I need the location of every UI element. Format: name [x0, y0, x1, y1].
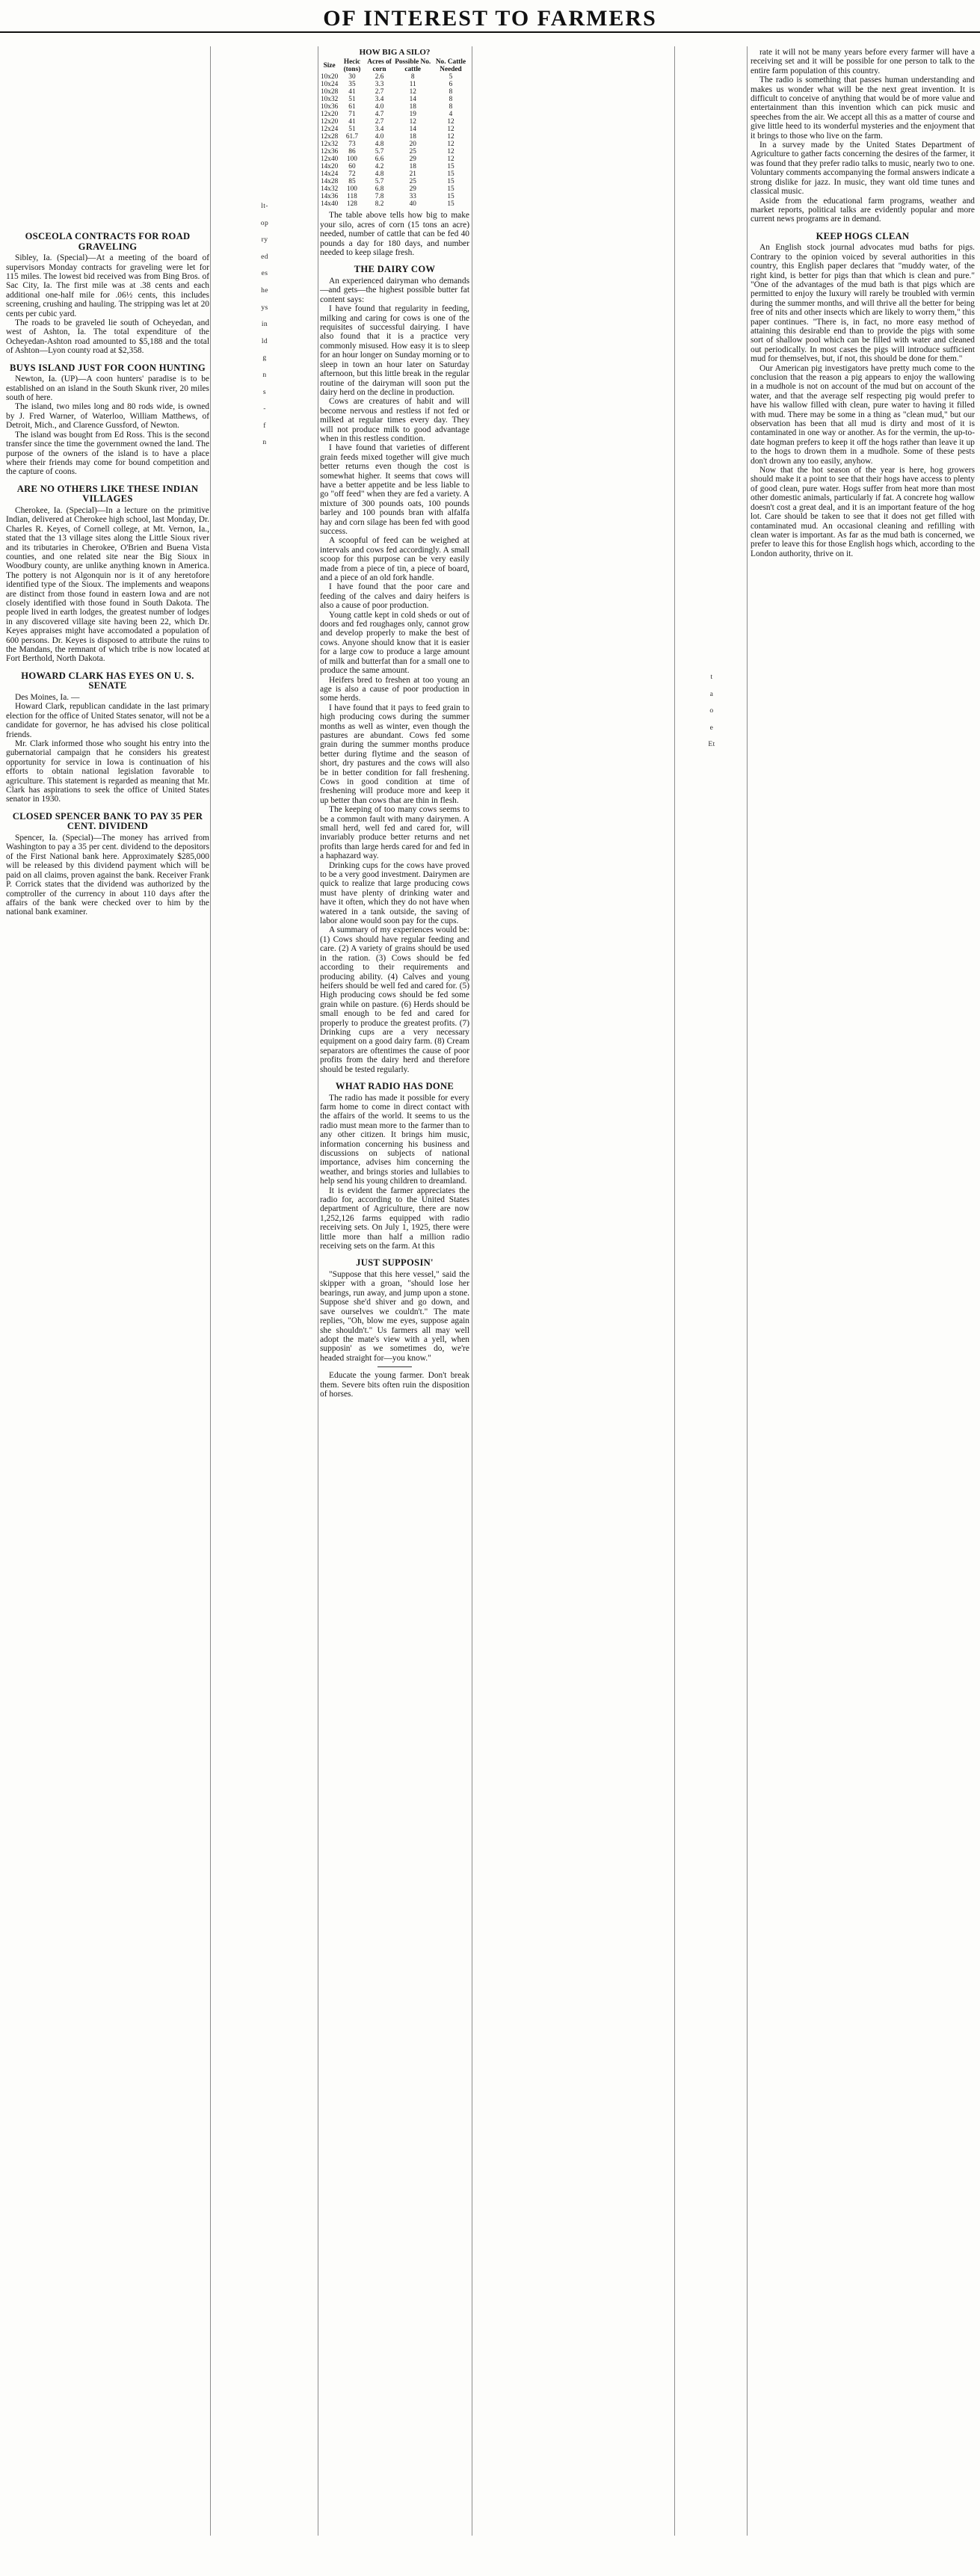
table-cell: 60: [348, 163, 356, 171]
table-row: [320, 155, 469, 163]
table-cell: 15: [447, 200, 454, 209]
column-two-fragments: [212, 202, 317, 455]
table-row: [320, 81, 469, 88]
table-cell: 12x36: [321, 148, 339, 156]
table-cell: 11: [409, 81, 416, 89]
table-cell: 12: [447, 133, 454, 141]
table-row: [320, 178, 469, 185]
article-osceola-p1: Sibley, Ia. (Special)—At a meeting of the board of supervisors Monday contracts for graveling were let for 115 miles. The lowest bid received was from Bing Bros. of Sac City, Ia. The first mile was at .38 cents and each additional one-half mile for .06½ cents, this includes screening, crushing and hauling. The stripping was let at 20 cents per cubic yard.: [6, 253, 209, 318]
dairy-p1: I have found that regularity in feeding, milking and caring for cows is one of the requisites of successful dairying. I have also found that it is a practice very commonly misused. How easy it is to sleep for an hour longer on Sunday morning or to sleep in town an hour later on Saturday afternoon, but this little break in the regular routine of the dairyman will soon put the dairy herd on the decline in production.: [320, 304, 469, 397]
column-divider-5: [747, 46, 748, 2536]
silo-col-possible: Possible No. cattle: [395, 58, 431, 74]
table-cell: 61: [348, 103, 356, 111]
table-cell: 15: [447, 178, 454, 186]
dairy-p10: Drinking cups for the cows have proved to be a very good investment. Dairymen are quick to realize that large producing cows must have plenty of drinking water and have it often, which they do not have when watered in a tank outside, the saving of labor alone would soon pay for the cups.: [320, 860, 469, 926]
table-cell: 21: [409, 170, 416, 179]
table-cell: 8: [449, 103, 453, 111]
hogs-p0: An English stock journal advocates mud baths for pigs. Contrary to the opinion voiced by several authorities in this country, this English paper declares that "muddy water, of the right kind, is better for pigs than that which is clean and pure." "One of the advantages of the mud bath is that pigs which are permitted to enjoy the luxury will rarely be troubled with vermin during the summer months, and will thrive all the better for being free of nits and other insects which are likely to worry them," this paper continues. "There is, in fact, no more easy method of attaining this desirable end than to provide the pigs with some sort of shallow pool which can be filled with water and cleaned out periodically. In most cases the pigs will introduce sufficient mud for themselves, but, if not, this should be done for them.": [751, 243, 975, 364]
table-row: [320, 126, 469, 133]
headline-keep-hogs-clean: KEEP HOGS CLEAN: [816, 230, 910, 241]
table-cell: 6.8: [375, 185, 384, 194]
silo-col-hecic: Hecic (tons): [343, 58, 361, 74]
supposin-p1: Educate the young farmer. Don't break them. Severe bits often ruin the disposition of horses.: [320, 1371, 469, 1399]
table-row: [320, 73, 469, 81]
radio-p0: The radio has made it possible for every farm home to come in direct contact with the affairs of the world. It seems to us the radio must mean more to the farmer than to any other citizen. It brings him music, information concerning his business and discussions on subjects of national importance, advises him concerning the weather, and brings stories and lullabies to help send his young children to dreamland.: [320, 1093, 469, 1186]
table-row: [320, 96, 469, 103]
fragment-19: Et: [708, 740, 715, 749]
table-cell: 12: [409, 88, 416, 96]
headline-osceola: OSCEOLA CONTRACTS FOR ROAD GRAVELING: [25, 231, 191, 252]
table-cell: 14x32: [321, 185, 339, 194]
dairy-p9: The keeping of too many cows seems to be a common fault with many dairymen. A small herd, well fed and cared for, will invariably produce better returns and net profits than large herds cared for and fed in a haphazard way.: [320, 805, 469, 861]
table-row: [320, 170, 469, 178]
table-cell: 14x40: [321, 200, 339, 209]
dairy-p2: Cows are creatures of habit and will become nervous and restless if not fed or milked at regular times every day. They will not produce milk to good advantage when in this restless condition.: [320, 397, 469, 443]
table-cell: 41: [348, 88, 356, 96]
table-cell: 51: [348, 96, 356, 104]
table-cell: 10x24: [321, 81, 339, 89]
table-cell: 100: [346, 155, 357, 164]
fragment-15: t: [710, 673, 713, 681]
table-row: [320, 185, 469, 193]
table-cell: 12x20: [321, 118, 339, 126]
article-clark-dateline: Des Moines, Ia. —: [15, 693, 80, 702]
silo-table: [320, 58, 469, 208]
table-cell: 71: [348, 111, 356, 119]
table-cell: 51: [348, 126, 356, 134]
article-clark-p1: Howard Clark, republican candidate in the last primary election for the office of United States senator, will not be a candidate for governor, he has advised his close political friends.: [6, 702, 209, 739]
article-spencer-p1: Spencer, Ia. (Special)—The money has arrived from Washington to pay a 35 per cent. dividend to the depositors of the First National bank here. Approximately $285,000 will be released by this dividend payment which will be paid on all claims, proven against the bank. Receiver Frank P. Corrick states that the dividend was authorized by the comptroller of the currency in about 110 days after the affairs of the bank were checked over to him by the national bank examiner.: [6, 833, 209, 917]
table-cell: 12: [447, 148, 454, 156]
article-clark-p2: Mr. Clark informed those who sought his entry into the gubernatorial campaign that he considers his greatest opportunity for service in Iowa is continuation of his efforts to obtain national legislation favorable to agriculture. This statement is regarded as meaning that Mr. Clark has aspirations to seek the office of United States senator in 1930.: [6, 739, 209, 804]
headline-indian-villages: ARE NO OTHERS LIKE THESE INDIAN VILLAGES: [16, 483, 199, 505]
column-divider-4: [674, 46, 675, 2536]
rate-p2: In a survey made by the United States Department of Agriculture to gather facts concerning the desires of the farmer, it was found that they prefer radio talks to music, nearly two to one. Voluntary comments accompanying the formal answers indicate a strong dislike for jazz. In music, they want old time tunes and classical music.: [751, 141, 975, 197]
table-cell: 10x32: [321, 96, 339, 104]
table-cell: 72: [348, 170, 356, 179]
table-cell: 20: [409, 141, 416, 149]
table-cell: 12x40: [321, 155, 339, 164]
table-cell: 86: [348, 148, 356, 156]
table-cell: 15: [447, 163, 454, 171]
table-cell: 3.4: [375, 126, 384, 134]
silo-col-acres: Acres of corn: [367, 58, 392, 74]
table-cell: 18: [409, 103, 416, 111]
table-cell: 85: [348, 178, 356, 186]
table-cell: 4.7: [375, 111, 384, 119]
article-island-p3: The island was bought from Ed Ross. This is the second transfer since the time the government owned the land. The purpose of the owners of the island is to have a place where their friends may come for bound competition and the capture of coons.: [6, 430, 209, 477]
fragment-8: ld: [261, 336, 268, 345]
table-cell: 12x20: [321, 111, 339, 119]
table-cell: 12: [447, 118, 454, 126]
silo-col-needed: No. Cattle Needed: [435, 58, 466, 74]
table-cell: 118: [347, 193, 357, 201]
fragment-0: lt-: [261, 202, 268, 210]
table-cell: 25: [409, 178, 416, 186]
headline-buys-island: BUYS ISLAND JUST FOR COON HUNTING: [10, 362, 206, 373]
fragment-14: n: [262, 438, 267, 447]
table-cell: 14x24: [321, 170, 339, 179]
column-six: [751, 48, 975, 558]
table-cell: 30: [348, 73, 356, 81]
fragment-17: o: [709, 706, 714, 715]
table-cell: 4.8: [375, 141, 384, 149]
page-title: OF INTEREST TO FARMERS: [323, 6, 657, 31]
table-cell: 12: [447, 126, 454, 134]
dairy-p3: I have found that varieties of different grain feeds mixed together will give much better returns even though the cost is somewhat higher. It seems that cows will have a better appetite and be less liable to go "off feed" when they are fed a variety. A mixture of 300 pounds oats, 100 pounds barley and 100 pounds bran with alfalfa hay and corn silage has been fed with good success.: [320, 443, 469, 536]
dairy-p5: I have found that the poor care and feeding of the calves and dairy heifers is also a cause of poor production.: [320, 582, 469, 611]
table-row: [320, 148, 469, 155]
table-cell: 19: [409, 111, 416, 119]
table-cell: 18: [409, 133, 416, 141]
silo-col-size: Size: [323, 62, 336, 70]
headline-dairy-cow: THE DAIRY COW: [354, 264, 436, 275]
article-osceola-p2: The roads to be graveled lie south of Ocheyedan, and west of Ashton, Ia. The total expenditure of the Ocheyedan-Ashton road amounted to $5,188 and the total of Ashton—Lyon county road at $2,358.: [6, 318, 209, 356]
hogs-p1: Our American pig investigators have pretty much come to the conclusion that the reason a pig appears to enjoy the wallowing in a mudhole is not on account of the mud but on account of the water, and that the average self respecting pig would prefer to have his wallow filled with clean, pure water to having it filled with mud. There may be some in a thing as "clean mud," but our observation has been that all mud is dirty and most of it is contaminated in one way or another. As for the vermin, the up-to-date hogman prefers to keep it off the hogs rather than leave it up to the hogs to drown them in a mudhole. Some of these pests don't drown any too easily, anyhow.: [751, 363, 975, 466]
fragment-1: op: [260, 218, 269, 227]
table-cell: 12x28: [321, 133, 339, 141]
table-cell: 6: [449, 81, 453, 89]
table-cell: 8: [410, 73, 415, 81]
table-cell: 3.3: [375, 81, 384, 89]
fragment-5: he: [261, 286, 268, 295]
rate-p1: The radio is something that passes human understanding and makes us wonder what will be the next great invention. It is difficult to conceive of anything that would be of more value and entertainment than this invention which can pick music and speeches from the air. We accept all this as a matter of course and give little heed to its wonderful mysteries and the enjoyment that it brings to those who live on the farm.: [751, 76, 975, 141]
table-cell: 10x20: [321, 73, 339, 81]
table-cell: 128: [346, 200, 357, 209]
table-cell: 6.6: [375, 155, 384, 164]
article-island-p2: The island, two miles long and 80 rods wide, is owned by J. Fred Warner, of Waterloo, William Matthews, of Detroit, Mich., and Clarence Gussford, of Newton.: [6, 402, 209, 431]
table-cell: 5.7: [375, 148, 384, 156]
fragment-9: g: [262, 354, 267, 363]
table-cell: 29: [409, 185, 416, 194]
hogs-p2: Now that the hot season of the year is here, hog growers should make it a point to see that their hogs have access to plenty of good clean, pure water. Hogs suffer from heat more than most other domestic animals, particularly if fat. A concrete hog wallow doesn't cost a great deal, and it is an important feature of the hog lot. Care should be taken to see that it does not get filled with contaminated mud. An occasional cleaning and refilling with clean water is important. As far as the mud bath is concerned, we prefer to leave this for those English hogs which, according to the London authority, thrive on it.: [751, 466, 975, 558]
headline-just-supposin: JUST SUPPOSIN': [356, 1257, 434, 1269]
table-row: [320, 141, 469, 148]
supposin-p0: "Suppose that this here vessel," said the skipper with a groan, "should lose her bearings, run away, and jump upon a stone. Suppose she'd shiver and go down, and save ourselves we couldn't." The mate replies, "Oh, blow me eyes, suppose again she shouldn't." Us farmers all may well adopt the mate's view with a yell, when supposin' as we sometimes do, we're headed straight for—you know.": [320, 1270, 469, 1363]
table-cell: 100: [346, 185, 357, 194]
table-cell: 10x36: [321, 103, 339, 111]
rate-p0: rate it will not be many years before every farmer will have a receiving set and it will be possible for one person to talk to the entire farm population of this country.: [751, 48, 975, 76]
masthead: [0, 6, 980, 31]
table-cell: 41: [348, 118, 356, 126]
table-cell: 15: [447, 193, 454, 201]
table-cell: 12x24: [321, 126, 339, 134]
fragment-11: s: [262, 387, 267, 396]
table-cell: 10x28: [321, 88, 339, 96]
table-cell: 4.0: [375, 133, 384, 141]
rate-p3: Aside from the educational farm programs, weather and market reports, political talks are evidently popular and more current news programs are in demand.: [751, 196, 975, 224]
fragment-16: a: [709, 689, 714, 698]
dairy-p6: Young cattle kept in cold sheds or out of doors and fed roughages only, cannot grow and develop properly to make the best of cows. Anyone should know that it is easier for a large cow to produce a large amount of milk and butterfat than for a small one to produce the same amount.: [320, 610, 469, 676]
masthead-rule: [0, 31, 980, 33]
fragment-3: ed: [261, 252, 268, 261]
table-cell: 73: [348, 141, 356, 149]
table-cell: 15: [447, 170, 454, 179]
table-cell: 35: [348, 81, 356, 89]
fragment-18: e: [709, 723, 714, 732]
fragment-12: -: [263, 404, 266, 413]
headline-radio: WHAT RADIO HAS DONE: [335, 1080, 454, 1091]
table-cell: 4.2: [375, 163, 384, 171]
table-row: [320, 103, 469, 111]
table-row: [320, 133, 469, 141]
dairy-p4: A scoopful of feed can be weighed at intervals and cows fed accordingly. A small scoop for this purpose can be very easily made from a piece of tin, a piece of board, and a piece of an old fork handle.: [320, 536, 469, 583]
table-row: [320, 200, 469, 208]
table-cell: 12: [447, 141, 454, 149]
table-cell: 8.2: [375, 200, 384, 209]
table-cell: 33: [409, 193, 416, 201]
table-cell: 12: [409, 118, 416, 126]
section-divider: [377, 1366, 412, 1367]
fragment-10: n: [262, 370, 267, 379]
table-cell: 40: [409, 200, 416, 209]
column-three: [320, 48, 469, 1399]
table-cell: 2.7: [375, 88, 384, 96]
column-one: [6, 224, 209, 917]
table-cell: 4: [449, 111, 453, 119]
dairy-p7: Heifers bred to freshen at too young an age is also a cause of poor production in some herds.: [320, 675, 469, 703]
table-row: [320, 193, 469, 200]
table-cell: 4.8: [375, 170, 384, 179]
fragment-2: ry: [261, 235, 268, 244]
silo-footnote: The table above tells how big to make your silo, acres of corn (15 tons an acre) needed, number of cattle that can be fed 40 pounds a day for 180 days, and number needed to keep silage fresh.: [320, 211, 469, 258]
table-cell: 14x36: [321, 193, 339, 201]
table-cell: 14x20: [321, 163, 339, 171]
fragment-4: es: [261, 269, 268, 278]
headline-howard-clark: HOWARD CLARK HAS EYES ON U. S. SENATE: [21, 670, 194, 691]
table-cell: 4.0: [375, 103, 384, 111]
article-indian-p1: Cherokee, Ia. (Special)—In a lecture on the primitive Indian, delivered at Cherokee high school, last Monday, Dr. Charles R. Keyes, of Cornell college, at Mt. Vernon, Ia., stated that the 13 village sites along the Little Sioux river and its tributaries in Cherokee, O'Brien and Buena Vista counties, and one related site near the Big Sioux in Woodbury county, are unlike anything known in America. The pottery is not Algonquin nor is it of any heretofore identified type of the Sioux. The implements and weapons are distinct from those found in eastern Iowa and are not closely identified with those found in South Dakota. The people lived in earth lodges, the greatest number of lodges in any discovered village site having been 22, which Dr. Keyes appraises might have accomodated a population of 600 persons. Dr. Keyes is disposed to attribute the ruins to the Mandans, the remnant of which tribe is now located at Fort Berthold, North Dakota.: [6, 505, 209, 664]
table-cell: 14x28: [321, 178, 339, 186]
fragment-7: in: [261, 320, 268, 329]
table-cell: 18: [409, 163, 416, 171]
table-cell: 2.7: [375, 118, 384, 126]
column-divider-1: [210, 46, 211, 2536]
table-cell: 25: [409, 148, 416, 156]
table-cell: 61.7: [345, 133, 359, 141]
table-cell: 7.8: [375, 193, 384, 201]
table-cell: 12x32: [321, 141, 339, 149]
headline-spencer-bank: CLOSED SPENCER BANK TO PAY 35 PER CENT. DIVIDEND: [12, 810, 203, 832]
fragment-13: f: [263, 421, 266, 430]
article-island-p1: Newton, Ia. (UP)—A coon hunters' paradise is to be established on an island in the South Skunk river, 20 miles south of here.: [6, 375, 209, 403]
silo-table-header-row: [320, 58, 469, 73]
table-cell: 8: [449, 96, 453, 104]
table-cell: 15: [447, 185, 454, 194]
table-cell: 5: [449, 73, 453, 81]
fragment-6: ys: [261, 303, 268, 312]
table-cell: 29: [409, 155, 416, 164]
table-cell: 14: [409, 96, 416, 104]
dairy-p8: I have found that it pays to feed grain to high producing cows during the summer months as well as winter, even though the pastures are abundant. Cows fed some grain during the summer months produce better during flytime and the season of short, dry pastures and the cows will also be in better condition for fall freshening. Cows in good condition at time of freshening will produce more and keep it up better than cows that are thin in flesh.: [320, 703, 469, 805]
table-row: [320, 163, 469, 170]
table-cell: 12: [447, 155, 454, 164]
silo-table-caption: HOW BIG A SILO?: [359, 48, 431, 57]
dairy-p0: An experienced dairyman who demands—and gets—the highest possible butter fat content says:: [320, 277, 469, 304]
table-row: [320, 88, 469, 96]
radio-p1: It is evident the farmer appreciates the radio for, according to the United States department of Agriculture, there are now 1,252,126 farms equipped with radio receiving sets. On July 1, 1925, there were little more than half a million radio receiving sets on the farm. At this: [320, 1186, 469, 1251]
table-cell: 8: [449, 88, 453, 96]
table-row: [320, 118, 469, 126]
table-cell: 3.4: [375, 96, 384, 104]
table-cell: 5.7: [375, 178, 384, 186]
table-row: [320, 111, 469, 118]
table-cell: 2.6: [375, 73, 384, 81]
dairy-p11: A summary of my experiences would be: (1) Cows should have regular feeding and care. (2) A variety of grains should be used in the ration. (3) Cows should be fed according to their requirements and producing ability. (4) Calves and young heifers should be well fed and cared for. (5) High producing cows should be fed some grain while on pasture. (6) Herds should be small enough to be fed and cared for properly to produce the greatest profits. (7) Drinking cups are a very necessary equipment on a good dairy farm. (8) Cream separators are oftentimes the cause of poor profits from the dairy herd and therefore should be tested regularly.: [320, 925, 469, 1074]
column-five-fragments: [679, 673, 745, 757]
table-cell: 14: [409, 126, 416, 134]
